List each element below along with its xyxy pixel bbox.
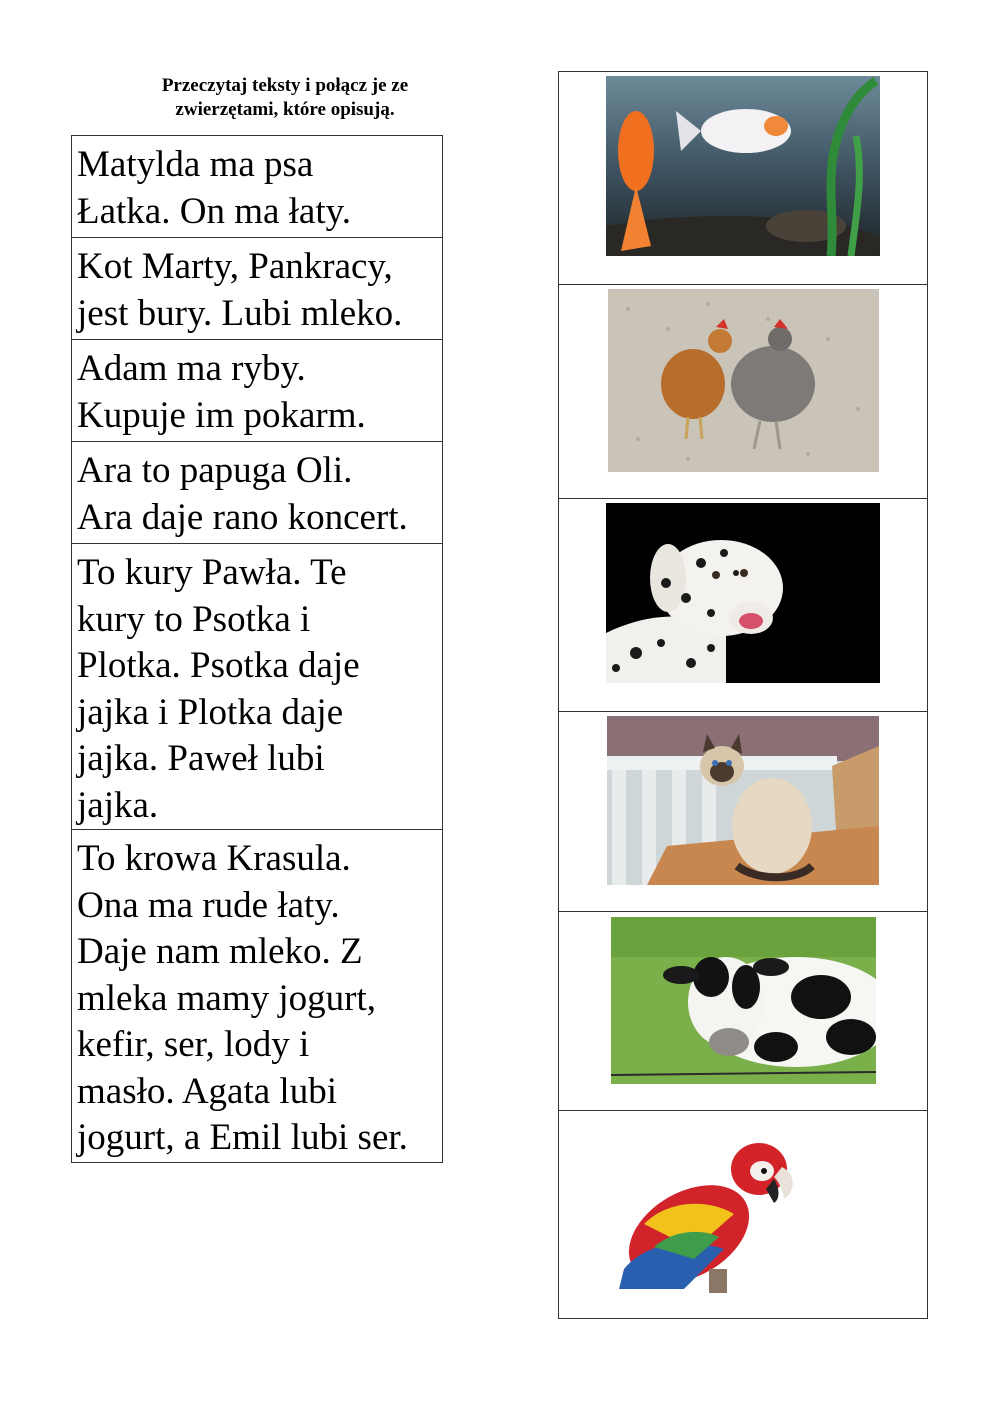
text-card-hens[interactable]: To kury Pawła. Te kury to Psotka i Plotka. Psotka daje jajka i Plotka daje jajka. Paweł lubi jajka. [72,544,442,830]
text-card-cat[interactable]: Kot Marty, Pankracy, jest bury. Lubi mleko. [72,238,442,340]
image-card-hens[interactable] [559,285,927,499]
text-column [71,135,443,1163]
image-column [558,71,928,1319]
text-card-fish[interactable]: Adam ma ryby. Kupuje im pokarm. [72,340,442,442]
hens-photo-icon [608,289,879,472]
image-card-parrot[interactable] [559,1111,927,1318]
image-card-dalmatian[interactable] [559,499,927,712]
text-card-dog[interactable]: Matylda ma psa Łatka. On ma łaty. [72,136,442,238]
macaw-parrot-photo-icon [614,1129,794,1293]
instruction-line-2: zwierzętami, które opisują. [175,99,395,120]
cow-photo-icon [611,917,876,1084]
image-card-goldfish[interactable] [559,72,927,285]
image-card-cow[interactable] [559,912,927,1111]
text-card-cow[interactable]: To krowa Krasula. Ona ma rude łaty. Daje nam mleko. Z mleka mamy jogurt, kefir, ser, lody i masło. Agata lubi jogurt, a Emil lubi ser. [77,838,408,1158]
text-card-parrot[interactable]: Ara to papuga Oli. Ara daje rano koncert. [72,442,442,544]
instruction-line-1: Przeczytaj teksty i połącz je ze [161,75,409,96]
instruction [110,74,460,122]
siamese-cat-photo-icon [607,716,879,885]
image-card-cat[interactable] [559,712,927,912]
goldfish-photo-icon [606,76,880,256]
dalmatian-photo-icon [606,503,880,683]
